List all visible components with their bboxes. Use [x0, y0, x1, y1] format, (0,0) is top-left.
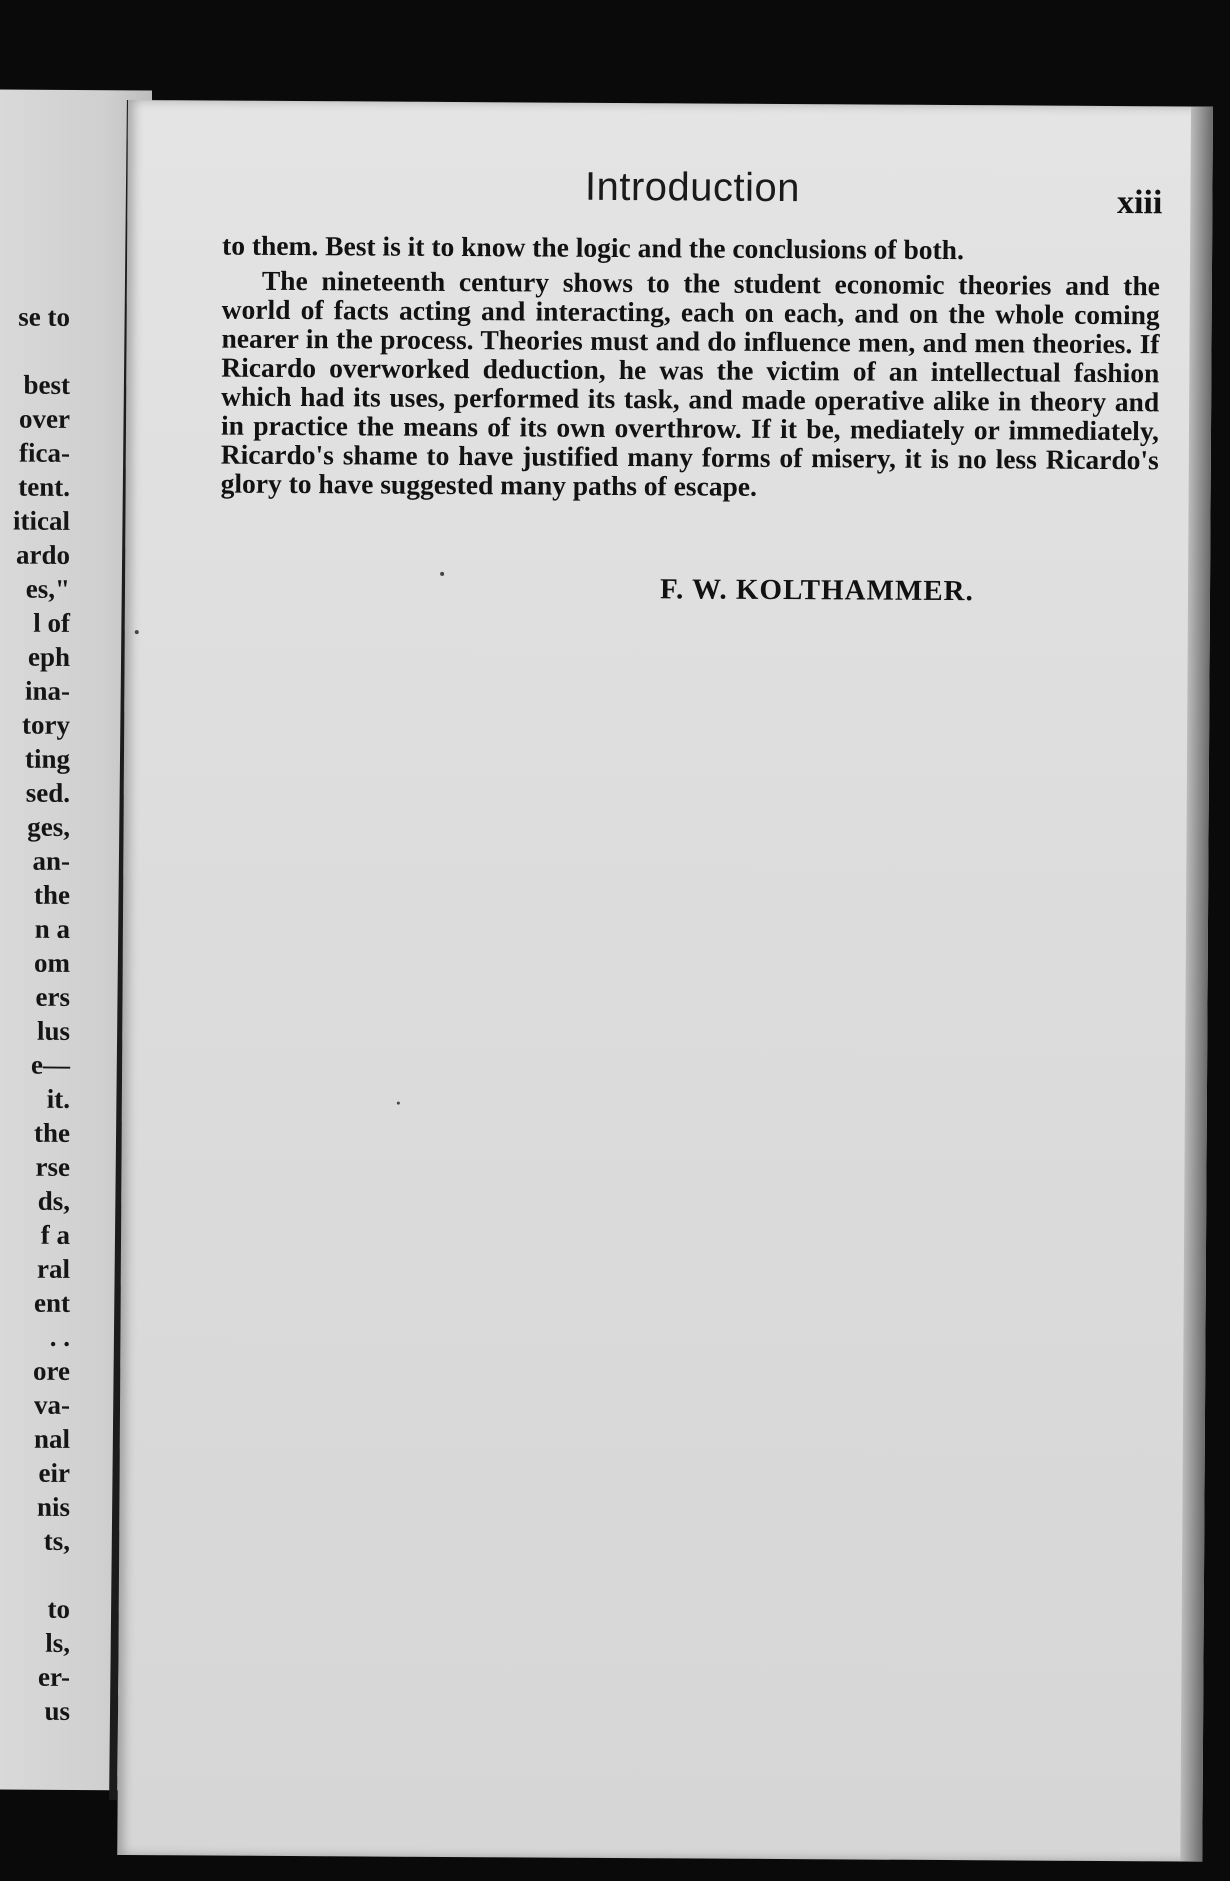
left-page-fragment: nis [36, 1491, 70, 1522]
running-head: Introduction [584, 164, 801, 211]
left-page-fragment: sed. [25, 777, 70, 808]
left-page-fragment: tent. [18, 471, 70, 502]
left-page-fragment: es," [25, 573, 70, 604]
left-page-fragment: l of [33, 607, 70, 638]
author-signature: F. W. KOLTHAMMER. [659, 573, 974, 608]
left-page-fragment: ent [34, 1287, 70, 1318]
left-page-fragment: to [47, 1593, 70, 1624]
left-page-fragment: e— [31, 1049, 70, 1080]
ink-speck [135, 630, 139, 634]
left-page-fragment [0, 333, 70, 367]
left-page-fragment: er- [38, 1661, 70, 1692]
left-page-fragment: ers [35, 981, 70, 1012]
page-header [223, 163, 1163, 222]
left-page-fragment: rse [35, 1151, 70, 1182]
left-page-fragment: ges, [27, 811, 70, 842]
left-page-fragment: ts, [43, 1525, 70, 1556]
left-page-fragment: it. [46, 1083, 70, 1114]
paragraph: to them. Best is it to know the logic and the conclusions of both. [222, 229, 964, 266]
left-page-fragment [0, 1557, 70, 1591]
left-page-fragment: ore [33, 1355, 70, 1386]
book-page [117, 100, 1213, 1862]
ink-speck [440, 572, 444, 576]
left-page-fragment: itical [13, 505, 70, 536]
left-page-fragment: . . [49, 1321, 70, 1352]
ink-speck [397, 1102, 400, 1105]
left-page-fragment: best [23, 369, 70, 400]
left-page-fragment: ting [24, 743, 70, 774]
body-text [221, 231, 1161, 504]
left-page-fragment: the [34, 879, 70, 910]
left-page-fragment: eph [27, 641, 70, 672]
left-page-fragment: n a [34, 913, 70, 944]
left-page-fragment: om [34, 947, 70, 978]
left-page-fragment: ls, [45, 1627, 70, 1658]
page-edge [1180, 106, 1213, 1861]
left-page-fragment: ardo [16, 539, 70, 570]
left-page-fragment: over [19, 403, 70, 434]
left-page-fragment: the [34, 1117, 70, 1148]
left-page-fragment: ral [37, 1253, 70, 1284]
left-page-fragment: tory [22, 709, 70, 740]
left-page-fragment: nal [33, 1423, 70, 1454]
left-page-fragment: fica- [19, 437, 70, 468]
page-number: xiii [1116, 184, 1163, 222]
left-page-fragment: eir [38, 1457, 70, 1488]
left-page-fragment: se to [18, 301, 70, 332]
paragraph: The nineteenth century shows to the student economic theories and the world of facts acting and interacting, each on each, and on the whole coming nearer in the process. Theories must and do influence men, and men theories. If Ricardo overworked deduction, he was the victim of an intellectual fashion which had its uses, performed its task, and made operative alike in theory and in practice the means of its own overthrow. If it be, mediately or immediately, Ricardo's shame to have justified many forms of misery, it is no less Ricardo's glory to have suggested many paths of escape. [220, 264, 1160, 502]
left-page-fragment: ds, [37, 1185, 70, 1216]
left-page-fragment: an- [32, 845, 70, 876]
left-page-fragment: va- [34, 1389, 70, 1420]
left-page-fragment: lus [36, 1015, 70, 1046]
left-page-fragment: us [44, 1695, 70, 1726]
left-page-fragment: ina- [24, 675, 70, 706]
left-page-text-fragments [0, 299, 70, 1727]
left-page-fragment: f a [40, 1219, 70, 1250]
